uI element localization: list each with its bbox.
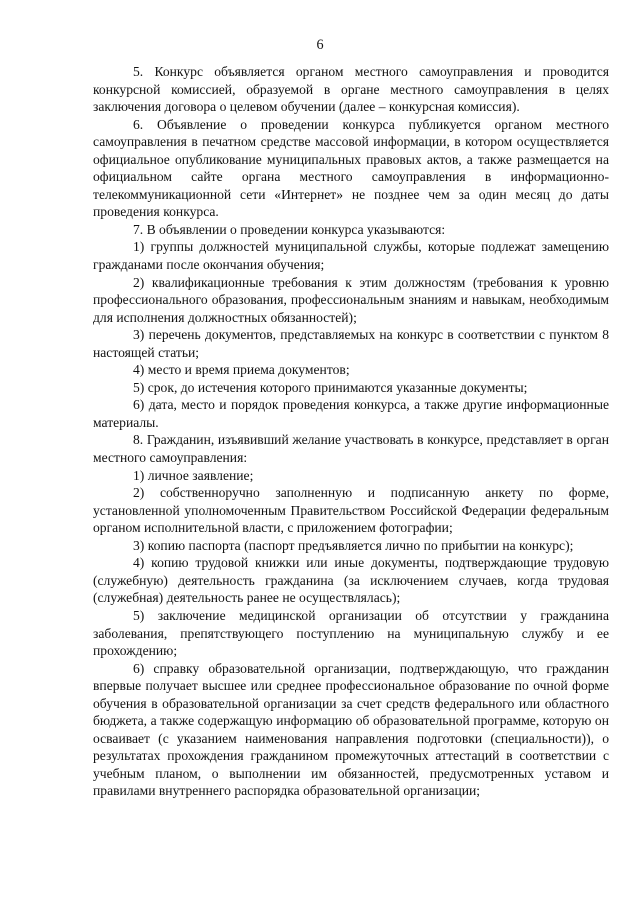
list-item-8-3: 3) копию паспорта (паспорт предъявляется лично по прибытии на конкурс); <box>133 537 574 553</box>
list-item-7-3: 3) перечень документов, представляемых на конкурс в соответствии с пунктом 8 настоящей статьи; <box>93 327 609 360</box>
paragraph-5-contest-announcement: 5. Конкурс объявляется органом местного самоуправления и проводится конкурсной комиссией, образуемой в органе местного самоуправления в целях заключения договора о целевом обучении (далее – конкурсная комиссия). <box>93 64 609 115</box>
paragraph-6-announcement-publication: 6. Объявление о проведении конкурса публикуется органом местного самоуправления в печатном средстве массовой информации, в котором осуществляется официальное опубликование муниципальных правовых актов, а также размещается на официальном сайте органа местного самоуправления в информационно-телекоммуникационной сети «Интернет» не позднее чем за один месяц до даты проведения конкурса. <box>93 116 609 220</box>
paragraph-7-announcement-contents: 7. В объявлении о проведении конкурса указываются: <box>133 221 446 237</box>
page-number: 6 <box>316 37 324 53</box>
list-item-7-4: 4) место и время приема документов; <box>133 362 350 378</box>
paragraph-8-applicant-documents: 8. Гражданин, изъявивший желание участвовать в конкурсе, представляет в орган местного самоуправления: <box>93 432 609 466</box>
list-item-8-5: 5) заключение медицинской организации об отсутствии у гражданина заболевания, препятствующего поступлению на муниципальную службу и ее прохождению; <box>93 607 609 659</box>
list-item-8-1: 1) личное заявление; <box>133 467 254 483</box>
list-item-7-6: 6) дата, место и порядок проведения конкурса, а также другие информационные материалы. <box>93 397 609 430</box>
document-body <box>93 63 609 800</box>
list-item-8-6: 6) справку образовательной организации, подтверждающую, что гражданин впервые получает высшее или среднее профессиональное образование по очной форме обучения в образовательной организации за счет средств федерального или областного бюджета, а также содержащую информацию об образовательной программе, которую он осваивает (с указанием наименования направления подготовки (специальности)), о результатах прохождения гражданином промежуточных аттестаций в соответствии с учебным планом, о выполнении им обязанностей, предусмотренных уставом и правилами внутреннего распорядка образовательной организации; <box>93 660 609 799</box>
list-item-7-5: 5) срок, до истечения которого принимаются указанные документы; <box>133 379 528 395</box>
list-item-7-1: 1) группы должностей муниципальной службы, которые подлежат замещению гражданами после окончания обучения; <box>93 239 609 273</box>
list-item-7-2: 2) квалификационные требования к этим должностям (требования к уровню профессионального образования, профессиональным знаниям и навыкам, необходимым для исполнения должностных обязанностей); <box>93 274 609 325</box>
list-item-8-2: 2) собственноручно заполненную и подписанную анкету по форме, установленной уполномоченным Правительством Российской Федерации федеральным органом исполнительной власти, с приложением фотографии; <box>93 485 609 536</box>
list-item-8-4: 4) копию трудовой книжки или иные документы, подтверждающие трудовую (служебную) деятельность гражданина (за исключением случаев, когда трудовая (служебная) деятельность ранее не осуществлялась); <box>93 555 609 606</box>
